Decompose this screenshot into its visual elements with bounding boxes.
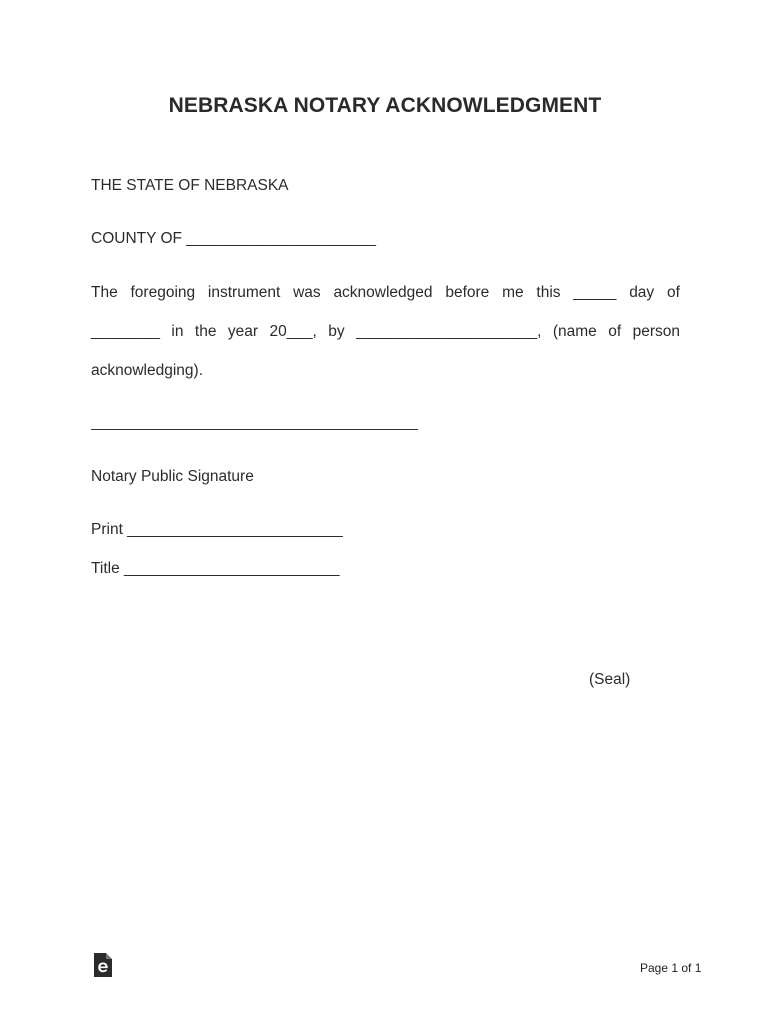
signature-line	[91, 429, 418, 430]
word: person	[632, 323, 680, 340]
word: foregoing	[130, 284, 196, 301]
print-name-line: Print _________________________	[91, 521, 343, 538]
word: the	[194, 323, 217, 340]
word: by	[328, 323, 345, 340]
seal-label: (Seal)	[589, 671, 631, 688]
word: The	[91, 284, 118, 301]
acknowledgment-paragraph-line-2	[91, 323, 680, 341]
name-blank: _____________________,	[356, 323, 542, 340]
word: of	[666, 284, 680, 301]
word: before	[445, 284, 490, 301]
page-number: Page 1 of 1	[640, 961, 702, 975]
county-line: COUNTY OF ______________________	[91, 230, 376, 247]
word: day	[629, 284, 655, 301]
document-title: NEBRASKA NOTARY ACKNOWLEDGMENT	[168, 94, 602, 117]
word: this	[536, 284, 561, 301]
word: was	[293, 284, 321, 301]
eforms-logo-icon	[94, 953, 112, 977]
word: me	[502, 284, 524, 301]
title-line: Title _________________________	[91, 560, 340, 577]
word: acknowledged	[333, 284, 433, 301]
day-blank: _____	[573, 284, 617, 301]
word: year	[227, 323, 259, 340]
acknowledgment-paragraph-line-3: acknowledging).	[91, 362, 204, 379]
word: in	[171, 323, 184, 340]
acknowledgment-paragraph-line-1	[91, 284, 680, 302]
word: (name	[552, 323, 597, 340]
month-blank: ________	[91, 323, 160, 340]
state-line: THE STATE OF NEBRASKA	[91, 177, 289, 194]
word: instrument	[207, 284, 281, 301]
word: of	[608, 323, 622, 340]
year-blank: 20___,	[269, 323, 317, 340]
notary-signature-label: Notary Public Signature	[91, 468, 254, 485]
